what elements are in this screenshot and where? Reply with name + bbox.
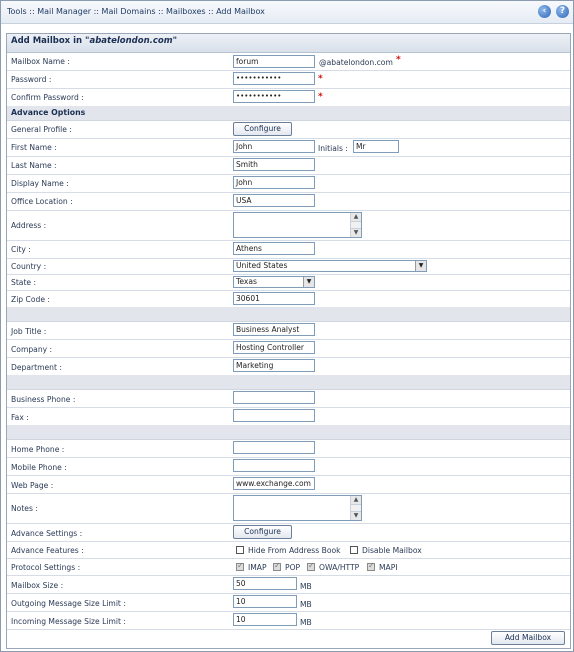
- mapi-checkbox[interactable]: [367, 563, 375, 571]
- mailbox-size-unit: MB: [300, 582, 312, 591]
- mailbox-domain-suffix: @abatelondon.com: [319, 58, 393, 67]
- last-name-input[interactable]: Smith: [233, 158, 315, 171]
- country-label: Country :: [11, 262, 47, 271]
- imap-label: IMAP: [248, 563, 267, 572]
- row-advance-features: [7, 541, 570, 559]
- first-name-label: First Name :: [11, 143, 57, 152]
- row-company: [7, 339, 570, 358]
- mapi-label: MAPI: [379, 563, 398, 572]
- row-notes: [7, 493, 570, 524]
- scroll-up-icon[interactable]: ▲: [351, 213, 361, 222]
- row-office-location: [7, 192, 570, 211]
- last-name-label: Last Name :: [11, 161, 57, 170]
- row-password: [7, 70, 570, 89]
- disable-mailbox-label: Disable Mailbox: [362, 546, 422, 555]
- row-job-title: [7, 321, 570, 340]
- department-input[interactable]: Marketing: [233, 359, 315, 372]
- scroll-down-icon[interactable]: ▼: [351, 228, 361, 237]
- address-scrollbar[interactable]: [350, 213, 361, 237]
- first-name-input[interactable]: John: [233, 140, 315, 153]
- web-page-label: Web Page :: [11, 481, 54, 490]
- row-mailbox-size: [7, 575, 570, 594]
- breadcrumb: Tools :: Mail Manager :: Mail Domains :: Mailboxes :: Add Mailbox: [7, 7, 265, 16]
- domain-name: "abatelondon.com": [85, 36, 178, 46]
- mailbox-name-label: Mailbox Name :: [11, 57, 70, 66]
- required-mark: *: [396, 55, 401, 65]
- fax-input[interactable]: [233, 409, 315, 422]
- section-advance-options: [7, 106, 570, 121]
- help-icon[interactable]: ?: [556, 5, 569, 18]
- office-location-input[interactable]: USA: [233, 194, 315, 207]
- row-department: [7, 357, 570, 376]
- row-general-profile: [7, 120, 570, 139]
- chevron-down-icon[interactable]: ▼: [415, 261, 426, 271]
- add-mailbox-panel: [6, 33, 571, 649]
- confirm-password-label: Confirm Password :: [11, 93, 84, 102]
- row-country: [7, 258, 570, 275]
- country-select[interactable]: [233, 260, 427, 272]
- row-address: [7, 210, 570, 241]
- hide-from-address-book-checkbox[interactable]: [236, 546, 244, 554]
- password-label: Password :: [11, 75, 52, 84]
- disable-mailbox-checkbox[interactable]: [350, 546, 358, 554]
- breadcrumb-mail-manager[interactable]: Mail Manager: [37, 7, 92, 16]
- city-label: City :: [11, 245, 31, 254]
- incoming-limit-input[interactable]: 10: [233, 613, 297, 626]
- row-outgoing-limit: [7, 593, 570, 612]
- mobile-phone-input[interactable]: [233, 459, 315, 472]
- row-incoming-limit: [7, 611, 570, 630]
- breadcrumb-mailboxes[interactable]: Mailboxes: [166, 7, 206, 16]
- chevron-down-icon[interactable]: ▼: [303, 277, 314, 287]
- notes-textarea[interactable]: [233, 495, 362, 521]
- state-select[interactable]: [233, 276, 315, 288]
- scroll-down-icon[interactable]: ▼: [351, 511, 361, 520]
- hide-from-address-book-label: Hide From Address Book: [248, 546, 341, 555]
- mailbox-name-input[interactable]: forum: [233, 55, 315, 68]
- row-zip-code: [7, 290, 570, 308]
- breadcrumb-mail-domains[interactable]: Mail Domains: [101, 7, 156, 16]
- owa-http-checkbox[interactable]: [307, 563, 315, 571]
- notes-label: Notes :: [11, 504, 38, 513]
- row-display-name: [7, 174, 570, 193]
- advance-options-title: Advance Options: [11, 108, 86, 117]
- mailbox-size-label: Mailbox Size :: [11, 581, 64, 590]
- general-profile-label: General Profile :: [11, 125, 72, 134]
- row-mailbox-name: [7, 53, 570, 71]
- display-name-input[interactable]: John: [233, 176, 315, 189]
- home-phone-label: Home Phone :: [11, 445, 65, 454]
- required-mark: *: [318, 92, 323, 102]
- row-submit: [7, 629, 570, 648]
- mailbox-size-input[interactable]: 50: [233, 577, 297, 590]
- state-label: State :: [11, 278, 37, 287]
- scroll-up-icon[interactable]: ▲: [351, 496, 361, 505]
- row-web-page: [7, 475, 570, 494]
- row-protocol-settings: [7, 558, 570, 576]
- state-selected: Texas: [236, 277, 257, 286]
- job-title-label: Job Title :: [11, 327, 47, 336]
- initials-input[interactable]: Mr: [353, 140, 399, 153]
- row-last-name: [7, 156, 570, 175]
- address-label: Address :: [11, 221, 47, 230]
- imap-checkbox[interactable]: [236, 563, 244, 571]
- section-divider: [7, 307, 570, 322]
- notes-scrollbar[interactable]: [350, 496, 361, 520]
- country-selected: United States: [236, 261, 288, 270]
- back-arrow-icon[interactable]: ‹: [538, 5, 551, 18]
- pop-checkbox[interactable]: [273, 563, 281, 571]
- row-city: [7, 240, 570, 259]
- web-page-input[interactable]: www.exchange.com: [233, 477, 315, 490]
- row-business-phone: [7, 389, 570, 408]
- incoming-limit-label: Incoming Message Size Limit :: [11, 617, 126, 626]
- panel-title: Add Mailbox in "abatelondon.com": [7, 34, 570, 53]
- fax-label: Fax :: [11, 413, 29, 422]
- pop-label: POP: [285, 563, 301, 572]
- top-bar: [1, 1, 573, 24]
- outgoing-limit-unit: MB: [300, 600, 312, 609]
- home-phone-input[interactable]: [233, 441, 315, 454]
- owa-http-label: OWA/HTTP: [319, 563, 360, 572]
- row-confirm-password: [7, 88, 570, 107]
- add-mailbox-button[interactable]: Add Mailbox: [491, 631, 565, 645]
- row-home-phone: [7, 439, 570, 458]
- job-title-input[interactable]: Business Analyst: [233, 323, 315, 336]
- row-mobile-phone: [7, 457, 570, 476]
- protocol-settings-label: Protocol Settings :: [11, 563, 81, 572]
- company-label: Company :: [11, 345, 53, 354]
- row-advance-settings: [7, 523, 570, 542]
- zip-code-input[interactable]: 30601: [233, 292, 315, 305]
- advance-settings-label: Advance Settings :: [11, 529, 83, 538]
- outgoing-limit-label: Outgoing Message Size Limit :: [11, 599, 126, 608]
- row-fax: [7, 407, 570, 426]
- display-name-label: Display Name :: [11, 179, 69, 188]
- breadcrumb-tools[interactable]: Tools: [7, 7, 27, 16]
- general-profile-configure-button[interactable]: Configure: [233, 122, 292, 136]
- business-phone-input[interactable]: [233, 391, 315, 404]
- initials-label: Initials :: [318, 144, 348, 153]
- city-input[interactable]: Athens: [233, 242, 315, 255]
- business-phone-label: Business Phone :: [11, 395, 76, 404]
- address-textarea[interactable]: [233, 212, 362, 238]
- department-label: Department :: [11, 363, 62, 372]
- mobile-phone-label: Mobile Phone :: [11, 463, 67, 472]
- incoming-limit-unit: MB: [300, 618, 312, 627]
- breadcrumb-add-mailbox: Add Mailbox: [216, 7, 265, 16]
- section-divider: [7, 375, 570, 390]
- row-state: [7, 274, 570, 291]
- advance-features-label: Advance Features :: [11, 546, 84, 555]
- required-mark: *: [318, 74, 323, 84]
- zip-code-label: Zip Code :: [11, 295, 50, 304]
- section-divider: [7, 425, 570, 440]
- confirm-password-input[interactable]: •••••••••••: [233, 90, 315, 103]
- office-location-label: Office Location :: [11, 197, 73, 206]
- advance-settings-configure-button[interactable]: Configure: [233, 525, 292, 539]
- company-input[interactable]: Hosting Controller: [233, 341, 315, 354]
- password-input[interactable]: •••••••••••: [233, 72, 315, 85]
- row-first-name: [7, 138, 570, 157]
- outgoing-limit-input[interactable]: 10: [233, 595, 297, 608]
